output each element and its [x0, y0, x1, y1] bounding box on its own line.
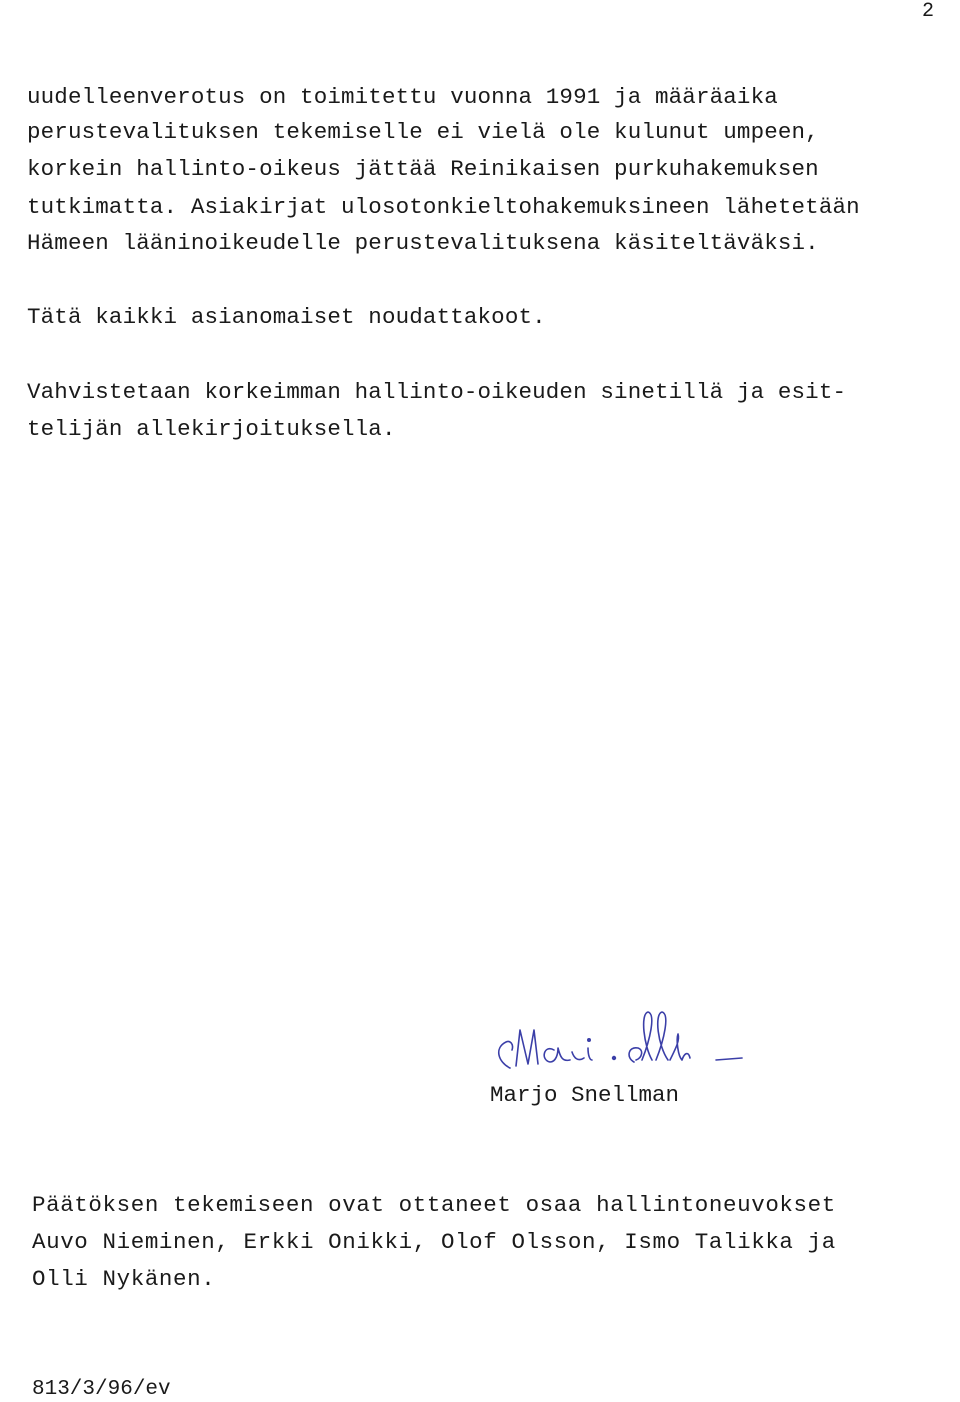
- body-line: tutkimatta. Asiakirjat ulosotonkieltohakemuksineen lähetetään: [27, 194, 860, 220]
- page-number: 2: [921, 0, 934, 23]
- body-line: perustevalituksen tekemiselle ei vielä ole kulunut umpeen,: [27, 119, 819, 145]
- footer-line: Auvo Nieminen, Erkki Onikki, Olof Olsson, Ismo Talikka ja: [32, 1229, 836, 1255]
- body-line: korkein hallinto-oikeus jättää Reinikaisen purkuhakemuksen: [27, 156, 819, 182]
- signer-name: Marjo Snellman: [490, 1082, 680, 1108]
- footer-line: Päätöksen tekemiseen ovat ottaneet osaa hallintoneuvokset: [32, 1192, 836, 1218]
- body-line: Vahvistetaan korkeimman hallinto-oikeuden sinetillä ja esit-: [27, 379, 847, 405]
- body-line: Hämeen lääninoikeudelle perustevalituksena käsiteltäväksi.: [27, 230, 819, 256]
- body-line: uudelleenverotus on toimitettu vuonna 1991 ja määräaika: [27, 84, 778, 110]
- footer-line: Olli Nykänen.: [32, 1266, 216, 1292]
- document-reference: 813/3/96/ev: [32, 1378, 171, 1401]
- body-line: telijän allekirjoituksella.: [27, 416, 396, 442]
- body-line: Tätä kaikki asianomaiset noudattakoot.: [27, 304, 546, 330]
